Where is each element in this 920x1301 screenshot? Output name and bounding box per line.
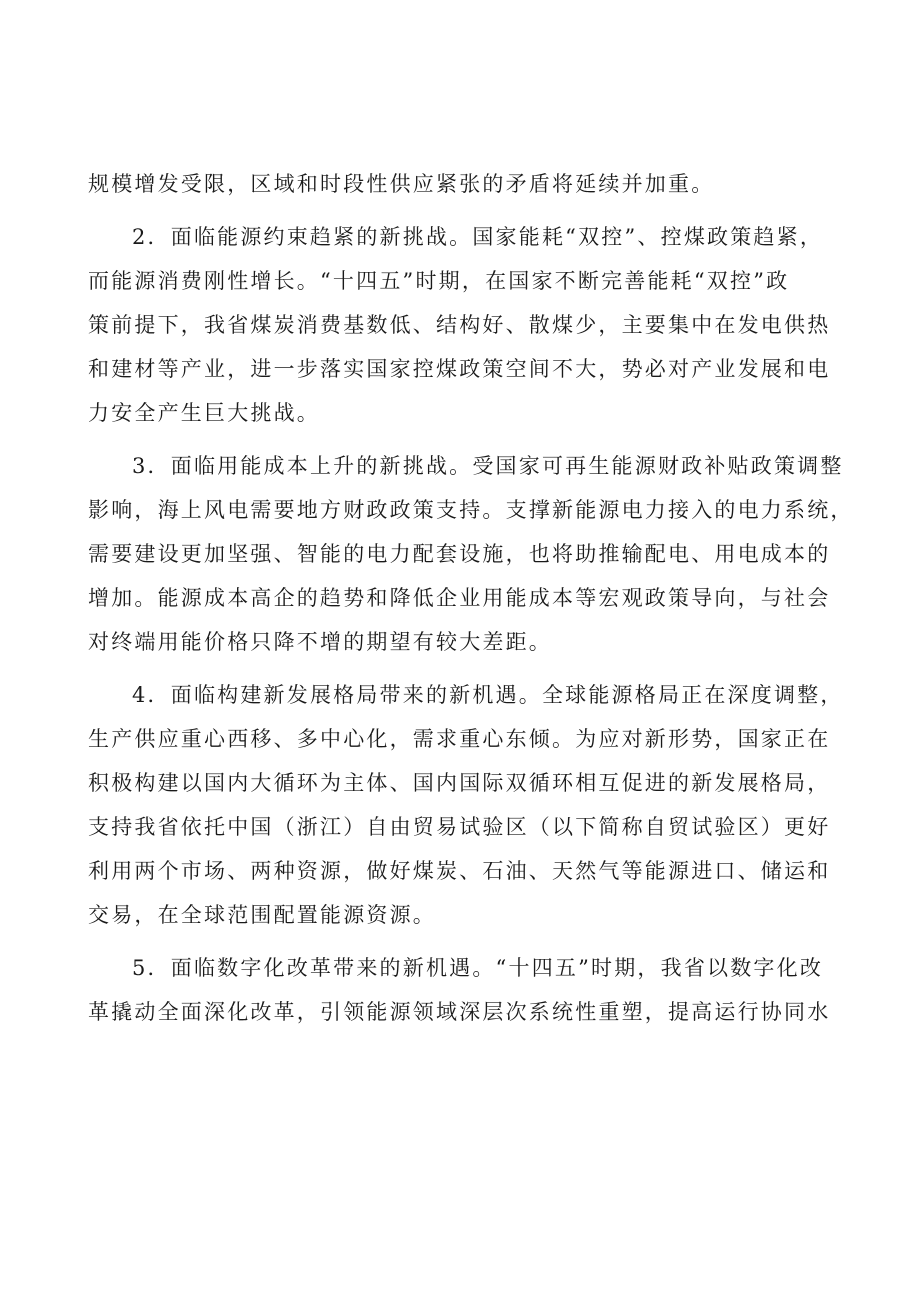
paragraph-line: 革撬动全面深化改革，引领能源领域深层次系统性重塑，提高运行协同水 xyxy=(88,1000,831,1024)
paragraph-line: 力安全产生巨大挑战。 xyxy=(88,401,320,425)
paragraph-development-pattern xyxy=(88,673,848,937)
paragraph-line: 4．面临构建新发展格局带来的新机遇。全球能源格局正在深度调整， xyxy=(132,683,844,707)
paragraph-line: 需要建设更加坚强、智能的电力配套设施，也将助推输配电、用电成本的 xyxy=(88,542,831,566)
paragraph-energy-constraint xyxy=(88,215,848,435)
paragraph-line: 5．面临数字化改革带来的新机遇。“十四五”时期，我省以数字化改 xyxy=(132,956,824,980)
paragraph-line: 交易，在全球范围配置能源资源。 xyxy=(88,903,436,927)
paragraph-digital-reform xyxy=(88,946,848,1034)
paragraph-line: 和建材等产业，进一步落实国家控煤政策空间不大，势必对产业发展和电 xyxy=(88,357,831,381)
paragraph-line: 积极构建以国内大循环为主体、国内国际双循环相互促进的新发展格局， xyxy=(88,771,831,795)
paragraph-line: 增加。能源成本高企的趋势和降低企业用能成本等宏观政策导向，与社会 xyxy=(88,586,831,610)
paragraph-line: 规模增发受限，区域和时段性供应紧张的矛盾将延续并加重。 xyxy=(88,172,715,196)
paragraph-line: 生产供应重心西移、多中心化，需求重心东倾。为应对新形势，国家正在 xyxy=(88,727,831,751)
paragraph-energy-cost xyxy=(88,444,854,664)
paragraph-line: 影响，海上风电需要地方财政政策支持。支撑新能源电力接入的电力系统， xyxy=(88,498,854,522)
paragraph-line: 3．面临用能成本上升的新挑战。受国家可再生能源财政补贴政策调整 xyxy=(132,454,844,478)
paragraph-line: 2．面临能源约束趋紧的新挑战。国家能耗“双控”、控煤政策趋紧， xyxy=(132,225,824,249)
paragraph-line: 支持我省依托中国（浙江）自由贸易试验区（以下简称自贸试验区）更好 xyxy=(88,815,831,839)
paragraph-continuation xyxy=(88,162,848,206)
paragraph-line: 利用两个市场、两种资源，做好煤炭、石油、天然气等能源进口、储运和 xyxy=(88,859,831,883)
paragraph-line: 而能源消费刚性增长。“十四五”时期，在国家不断完善能耗“双控”政 xyxy=(88,269,790,293)
paragraph-line: 对终端用能价格只降不增的期望有较大差距。 xyxy=(88,630,552,654)
paragraph-line: 策前提下，我省煤炭消费基数低、结构好、散煤少，主要集中在发电供热 xyxy=(88,313,831,337)
document-body xyxy=(88,162,854,1034)
